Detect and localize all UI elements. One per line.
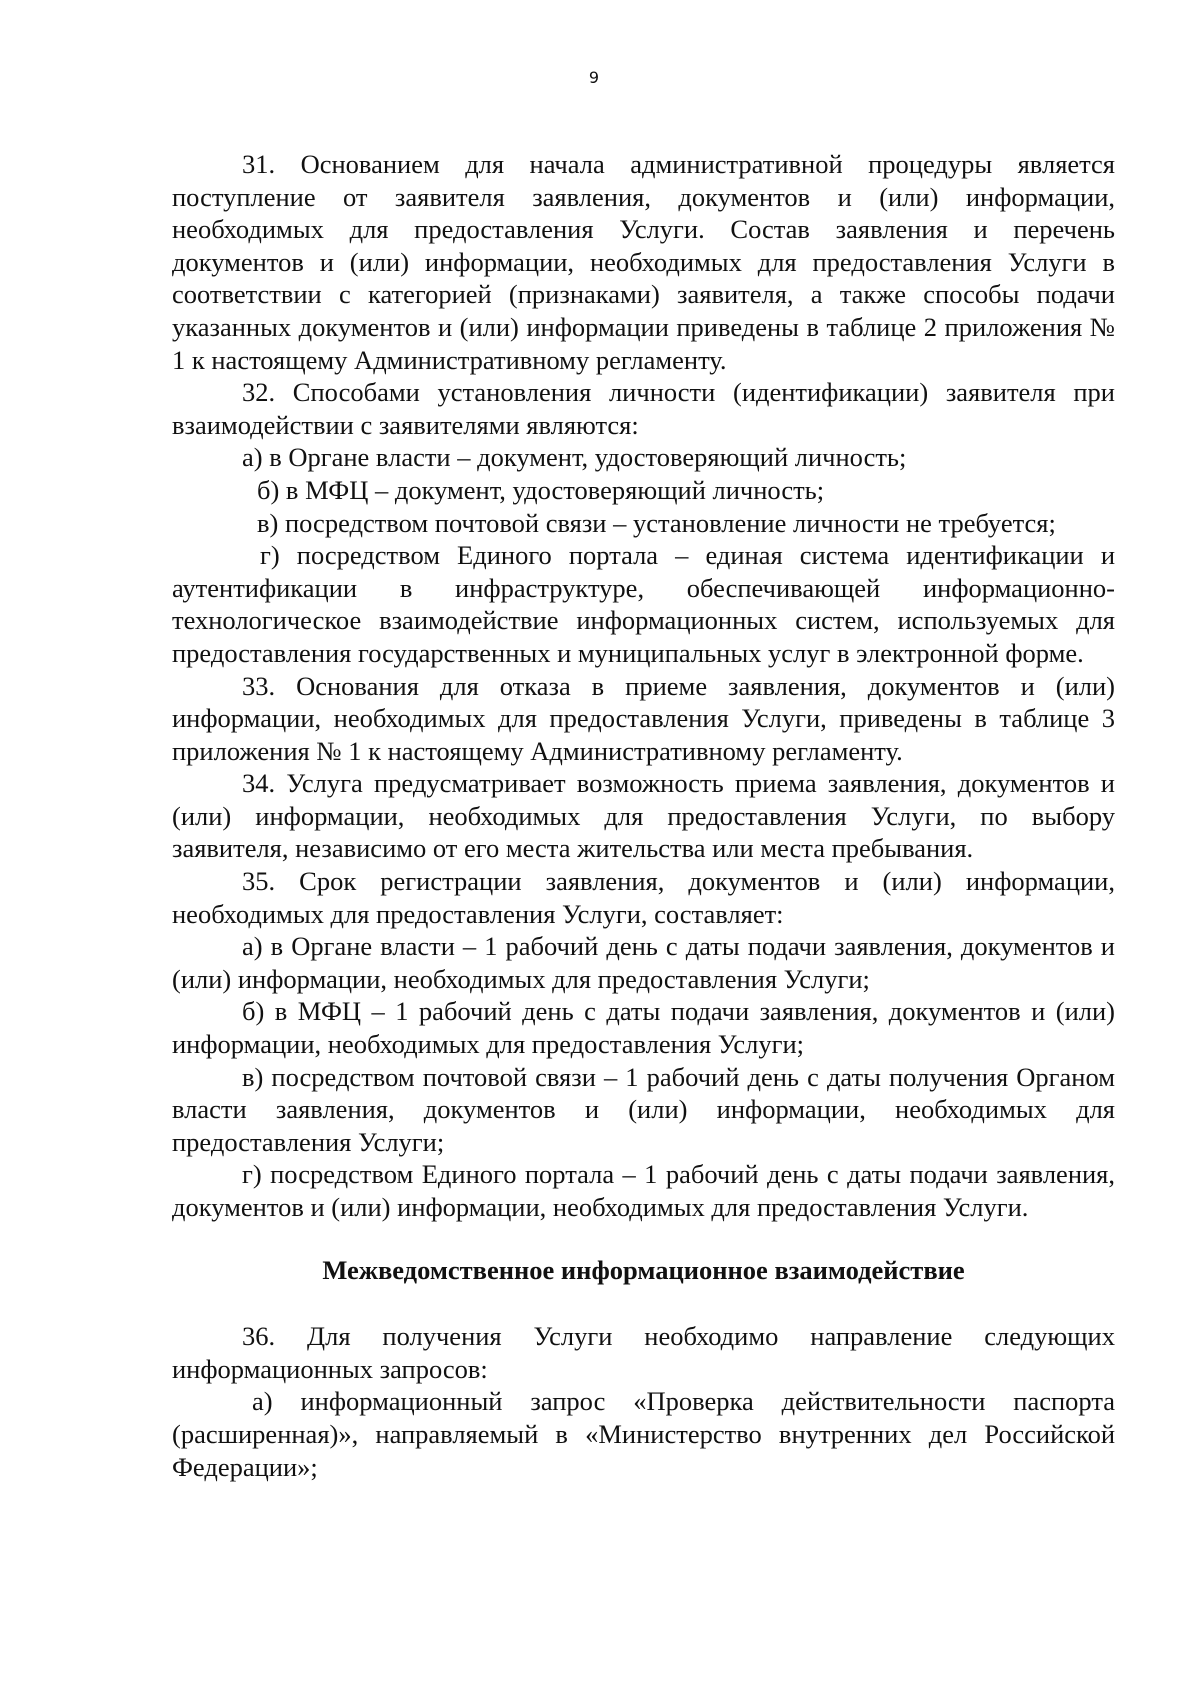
paragraph-34: 34. Услуга предусматривает возможность приема заявления, документов и (или) информации, необходимых для предоставления Услуги, по выбору заявителя, независимо от его места жительства или места пребывания. — [172, 768, 1115, 864]
paragraph-36: 36. Для получения Услуги необходимо направление следующих информационных запросов: — [172, 1321, 1115, 1384]
paragraph-33: 33. Основания для отказа в приеме заявления, документов и (или) информации, необходимых для предоставления Услуги, приведены в таблице 3 приложения № 1 к настоящему Административному регламенту. — [172, 670, 1115, 766]
paragraph-35-item-b: б) в МФЦ – 1 рабочий день с даты подачи заявления, документов и (или) информации, необходимых для предоставления Услуги; — [172, 996, 1115, 1060]
document-body — [172, 148, 1115, 1483]
paragraph-35: 35. Срок регистрации заявления, документов и (или) информации, необходимых для предоставления Услуги, составляет: — [172, 866, 1115, 929]
page-number: 9 — [588, 68, 600, 87]
section-heading: Межведомственное информационное взаимодействие — [322, 1254, 965, 1285]
paragraph-32-item-b: б) в МФЦ – документ, удостоверяющий личность; — [257, 474, 825, 505]
paragraph-32-item-g: г) посредством Единого портала – единая система идентификации и аутентификации в инфраструктуре, обеспечивающей информационно-технологическое взаимодействие информационных систем, используемых для предоставления государственных и муниципальных услуг в электронной форме. — [172, 540, 1115, 668]
paragraph-32-item-v: в) посредством почтовой связи – установление личности не требуется; — [257, 507, 1056, 538]
paragraph-32: 32. Способами установления личности (идентификации) заявителя при взаимодействии с заявителями являются: — [172, 377, 1115, 440]
paragraph-35-item-g: г) посредством Единого портала – 1 рабочий день с даты подачи заявления, документов и (или) информации, необходимых для предоставления Услуги. — [172, 1159, 1115, 1222]
paragraph-31: 31. Основанием для начала административной процедуры является поступление от заявителя заявления, документов и (или) информации, необходимых для предоставления Услуги. Состав заявления и перечень документов и (или) информации, необходимых для предоставления Услуги в соответствии с категорией (признаками) заявителя, а также способы подачи указанных документов и (или) информации приведены в таблице 2 приложения № 1 к настоящему Административному регламенту. — [172, 149, 1115, 375]
paragraph-35-item-a: а) в Органе власти – 1 рабочий день с даты подачи заявления, документов и (или) информации, необходимых для предоставления Услуги; — [172, 931, 1115, 994]
paragraph-36-item-a: а) информационный запрос «Проверка действительности паспорта (расширенная)», направляемый в «Министерство внутренних дел Российской Федерации»; — [172, 1386, 1115, 1482]
paragraph-35-item-v: в) посредством почтовой связи – 1 рабочий день с даты получения Органом власти заявления, документов и (или) информации, необходимых для предоставления Услуги; — [172, 1061, 1115, 1157]
paragraph-32-item-a: а) в Органе власти – документ, удостоверяющий личность; — [242, 442, 907, 473]
